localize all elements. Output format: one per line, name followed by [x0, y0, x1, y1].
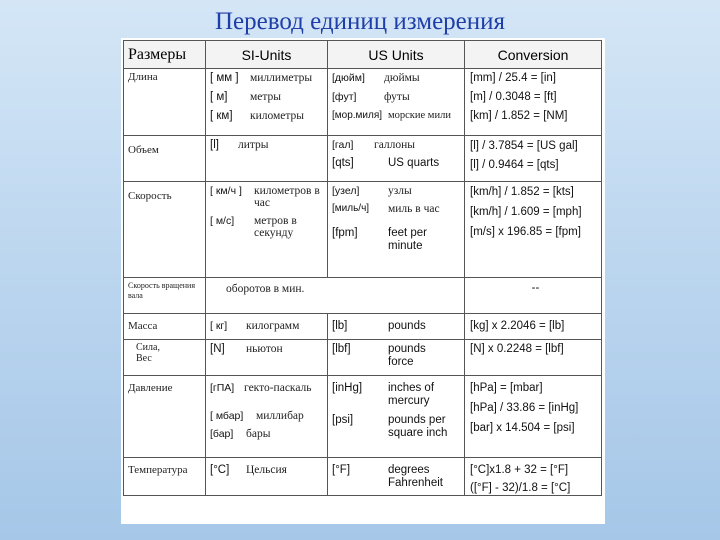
header-conversion: Conversion [465, 41, 602, 69]
us-cell: [узел] узлы [миль/ч] миль в час [fpm] feet per minute [328, 182, 465, 278]
conversion-cell: -- [465, 278, 602, 314]
conversion-cell: [°C]x1.8 + 32 = [°F] ([°F] - 32)/1.8 = [°C] [465, 458, 602, 496]
si-cell: [ км/ч ] километров в час [ м/с] метров в секунду [206, 182, 328, 278]
si-cell: [ кг] килограмм [206, 314, 328, 340]
si-cell: оборотов в мин. [206, 278, 465, 314]
conversion-cell: [l] / 3.7854 = [US gal] [l] / 0.9464 = [qts] [465, 136, 602, 182]
si-cell: [l] литры [206, 136, 328, 182]
row-speed [124, 182, 602, 278]
row-name: Температура [124, 458, 206, 496]
row-pressure [124, 376, 602, 458]
us-cell: [lbf] pounds force [328, 340, 465, 376]
slide-title: Перевод единиц измерения [214, 8, 506, 35]
row-name: Сила, Вес [124, 340, 206, 376]
us-cell: [inHg] inches of mercury [psi] pounds per square inch [328, 376, 465, 458]
row-force [124, 340, 602, 376]
conversion-table [123, 40, 602, 496]
row-rotation-speed [124, 278, 602, 314]
conversion-cell: [km/h] / 1.852 = [kts] [km/h] / 1.609 = [mph] [m/s] x 196.85 = [fpm] [465, 182, 602, 278]
row-name: Объем [124, 136, 206, 182]
us-cell: [°F] degrees Fahrenheit [328, 458, 465, 496]
header-dimensions: Размеры [124, 41, 206, 69]
conversion-cell: [mm] / 25.4 = [in] [m] / 0.3048 = [ft] [km] / 1.852 = [NM] [465, 69, 602, 136]
conversion-sheet [121, 38, 605, 524]
conversion-cell: [N] x 0.2248 = [lbf] [465, 340, 602, 376]
header-si-units: SI-Units [206, 41, 328, 69]
row-temperature [124, 458, 602, 496]
row-name: Масса [124, 314, 206, 340]
row-volume [124, 136, 602, 182]
row-name: Скорость вращения вала [124, 278, 206, 314]
us-cell: [lb] pounds [328, 314, 465, 340]
si-cell: [ мм ] миллиметры [ м] метры [ км] километры [206, 69, 328, 136]
us-cell: [дюйм] дюймы [фут] футы [мор.миля] морские мили [328, 69, 465, 136]
us-cell: [гал] галлоны [qts] US quarts [328, 136, 465, 182]
si-cell: [гПА] гекто-паскаль [ мбар] миллибар [бар] бары [206, 376, 328, 458]
row-name: Давление [124, 376, 206, 458]
row-mass [124, 314, 602, 340]
conversion-cell: [kg] x 2.2046 = [lb] [465, 314, 602, 340]
conversion-cell: [hPa] = [mbar] [hPa] / 33.86 = [inHg] [bar] x 14.504 = [psi] [465, 376, 602, 458]
row-name: Скорость [124, 182, 206, 278]
si-cell: [°C] Цельсия [206, 458, 328, 496]
row-name: Длина [124, 69, 206, 136]
header-row [124, 41, 602, 69]
row-length [124, 69, 602, 136]
header-us-units: US Units [328, 41, 465, 69]
si-cell: [N] ньютон [206, 340, 328, 376]
